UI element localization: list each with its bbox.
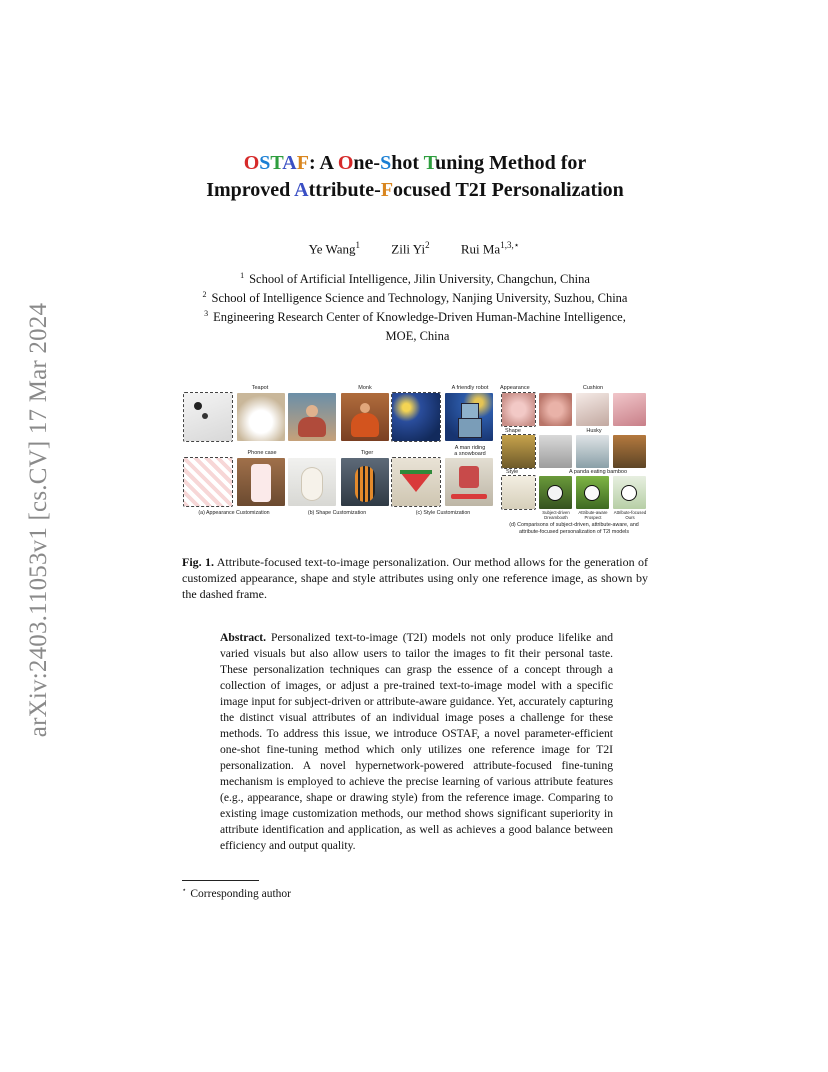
author-name: Rui Ma [460,241,501,257]
title-segment: F [296,152,309,174]
footnote [182,886,291,900]
label-appearance: Appearance [500,385,530,391]
label-robot: A friendly robot [451,385,489,391]
abstract-label: Abstract. [220,631,267,644]
label-panda: A panda eating bamboo [568,469,628,475]
label-snowboard-line1: A man riding [454,445,486,451]
label-attribute-aware: Attribute-aware Prospect [578,510,608,520]
image-snowboarder [445,458,493,506]
title-segment: ocused T2I Personalization [393,179,624,201]
author-name: Zili Yi [391,241,426,257]
title-segment: uning Method for [435,152,587,174]
reference-image-watermelon [392,458,440,506]
affiliation-list [160,268,670,345]
title-segment: hot [391,152,424,174]
subcaption-d-line2: attribute-focused personalization of T2I models [518,529,630,535]
author-affil-mark: 2 [425,240,430,250]
subcaption-c: (c) Style Customization [415,510,471,516]
comparison-ours-husky [613,435,646,468]
author [309,240,360,257]
title-segment: F [380,179,394,201]
author-list [0,240,828,257]
title-segment: : A [308,152,338,174]
label-subject-driven: Subject-driven Dreambooth [542,510,570,520]
author [461,240,520,257]
author [391,240,429,257]
image-teapot [237,393,285,441]
title-segment: A [294,179,309,201]
reference-image-style [502,476,535,509]
label-monk: Monk [358,385,372,391]
label-teapot: Teapot [251,385,269,391]
title-segment: O [337,152,354,174]
comparison-attribute-aware-panda [576,476,609,509]
reference-image-shape [502,435,535,468]
author-affil-mark: 1 [355,240,361,250]
title-segment: S [259,152,271,174]
caption-label: Fig. 1. [182,555,215,569]
label-phone-case: Phone case [247,450,277,456]
comparison-attribute-aware-cushion [576,393,609,426]
affiliation: $^1$ School of Artificial Intelligence, Jilin University, Changchun, China [240,271,590,287]
comparison-subject-driven-panda [539,476,572,509]
affiliation: $^2$ School of Intelligence Science and Technology, Nanjing University, Suzhou, China [202,290,628,306]
image-tiger [341,458,389,506]
arxiv-identifier: arXiv:2403.11053v1 [cs.CV] 17 Mar 2024 [25,302,52,738]
reference-image-starry-night [392,393,440,441]
title-segment: O [243,152,260,174]
author-name: Ye Wang [308,241,356,257]
subcaption-b: (b) Shape Customization [307,510,367,516]
footnote-text: Corresponding author [190,887,291,900]
reference-image-pattern [184,458,232,506]
title-line-1 [160,150,670,177]
comparison-subject-driven-cushion [539,393,572,426]
paper-title [160,150,670,204]
title-segment: ttribute- [308,179,381,201]
title-line-2 [160,177,670,204]
reference-image-phone-back [184,393,232,441]
abstract-text: Personalized text-to-image (T2I) models not only produce lifelike and varied visuals but also allow users to tailor the images to fit their personal taste. These personalization techniques can grasp the essence of a concept through a collection of images, or adjust a pre-trained text-to-image model with a specific image input for subject-driven or attribute-aware guidance. Yet, accurately capturing the distinct visual attributes of an individual image poses a challenge for these methods. To address this issue, we introduce OSTAF, a novel parameter-efficient one-shot fine-tuning method which only utilizes one reference image for T2I personalization. A novel hypernetwork-powered attribute-focused fine-tuning mechanism is employed to achieve the precise learning of various attribute features (e.g., appearance, shape or drawing style) from the reference image. Comparing to existing image customization methods, our method shows significant superiority in attribute identification and application, as well as achieves a good balance between efficiency and output quality. [220,631,613,852]
title-segment: S [380,152,392,174]
caption-text: Attribute-focused text-to-image personalization. Our method allows for the generation of customized appearance, shape and style attributes using only one reference image, as shown by the dashed frame. [182,555,648,601]
image-monk [341,393,389,441]
author-affil-mark: 1,3,⋆ [500,240,520,250]
comparison-ours-cushion [613,393,646,426]
footnote-mark: ⋆ [182,886,187,894]
comparison-ours-panda [613,476,646,509]
image-robot [445,393,493,441]
label-attribute-focused: Attribute-focused Ours [613,510,647,520]
arxiv-side-stamp [19,285,59,755]
figure-caption [182,554,648,602]
reference-image-yoga [288,393,336,441]
label-tiger: Tiger [360,450,374,456]
reference-image-appearance [502,393,535,426]
footnote-rule [182,880,259,881]
reference-image-cat [288,458,336,506]
subcaption-d-line1: (d) Comparisons of subject-driven, attribute-aware, and [509,522,639,528]
title-segment: A [282,152,297,174]
image-phone-case [237,458,285,506]
comparison-subject-driven-husky [539,435,572,468]
label-husky: Husky [586,428,602,434]
title-segment: T [270,152,283,174]
title-segment: ne- [353,152,381,174]
comparison-attribute-aware-husky [576,435,609,468]
label-cushion: Cushion [582,385,604,391]
affiliation: $^3$ Engineering Research Center of Knowledge-Driven Human-Machine Intelligence, [204,309,626,325]
label-style: Style [506,469,519,475]
title-segment: T [423,152,436,174]
label-snowboard-line2: a snowboard [454,451,486,457]
abstract [220,630,613,854]
subcaption-a: (a) Appearance Customization [198,510,270,516]
affiliation: MOE, China [385,329,450,344]
figure-1 [182,383,647,538]
label-shape: Shape [505,428,521,434]
title-segment: Improved [206,179,295,201]
